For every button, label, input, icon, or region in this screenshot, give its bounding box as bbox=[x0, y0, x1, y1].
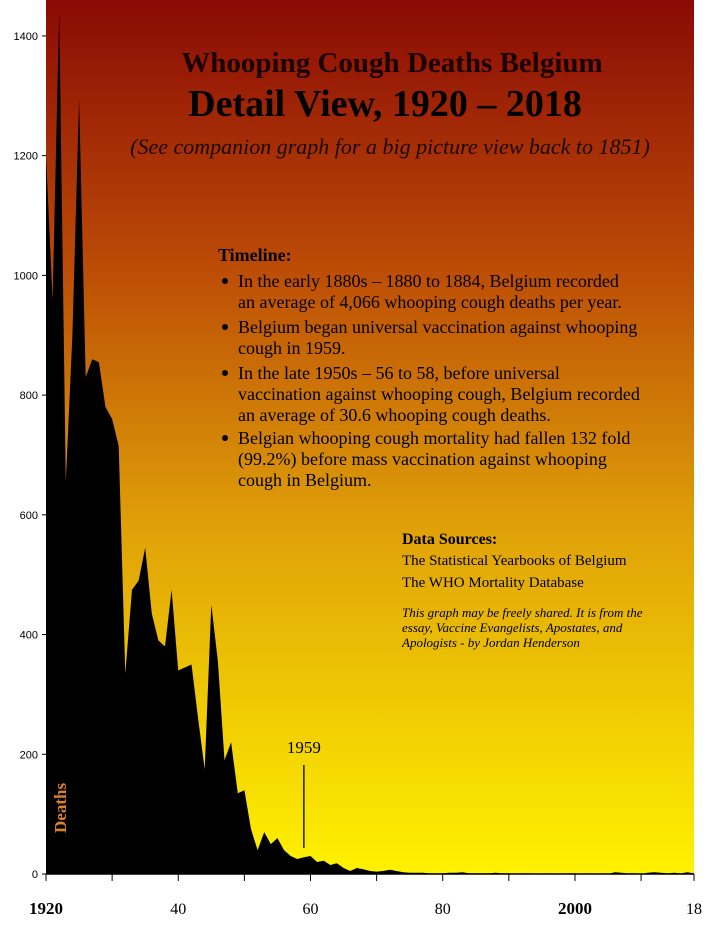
annotation-label: 1959 bbox=[286, 738, 321, 757]
y-tick-label: 400 bbox=[19, 629, 38, 642]
chart-title: Whooping Cough Deaths Belgium bbox=[181, 47, 603, 79]
y-tick-label: 1400 bbox=[13, 30, 38, 43]
timeline-item-line: (99.2%) before mass vaccination against whooping bbox=[238, 449, 607, 469]
y-tick-label: 200 bbox=[19, 749, 38, 762]
timeline-heading: Timeline: bbox=[218, 245, 292, 265]
x-tick-label: 60 bbox=[302, 901, 319, 918]
bullet-icon bbox=[222, 435, 228, 441]
timeline-item-line: an average of 4,066 whooping cough deaths per year. bbox=[238, 292, 622, 312]
share-note-line: Apologists - by Jordan Henderson bbox=[402, 635, 580, 650]
bullet-icon bbox=[222, 324, 228, 330]
source-line: The Statistical Yearbooks of Belgium bbox=[402, 553, 627, 569]
y-tick-label: 800 bbox=[19, 390, 38, 403]
timeline-item-line: In the early 1880s – 1880 to 1884, Belgium recorded bbox=[238, 271, 619, 291]
timeline-item-line: cough in Belgium. bbox=[238, 470, 372, 490]
sources-heading: Data Sources: bbox=[402, 531, 498, 548]
source-line: The WHO Mortality Database bbox=[402, 575, 584, 591]
timeline-item-line: vaccination against whooping cough, Belgium recorded bbox=[238, 384, 640, 404]
timeline-item-line: an average of 30.6 whooping cough deaths. bbox=[238, 405, 551, 425]
timeline-item-line: Belgium began universal vaccination against whooping bbox=[238, 317, 638, 337]
x-tick-label: 80 bbox=[434, 901, 451, 918]
chart-subtitle: Detail View, 1920 – 2018 bbox=[188, 83, 582, 125]
y-axis-label: Deaths bbox=[51, 782, 70, 833]
bullet-icon bbox=[222, 370, 228, 376]
x-tick-label: 40 bbox=[170, 901, 187, 918]
timeline-item-line: Belgian whooping cough mortality had fallen 132 fold bbox=[238, 428, 631, 448]
chart-note: (See companion graph for a big picture view back to 1851) bbox=[130, 134, 650, 159]
y-tick-label: 0 bbox=[31, 869, 38, 881]
share-note-line: This graph may be freely shared. It is from the bbox=[402, 605, 643, 620]
y-tick-label: 1200 bbox=[13, 150, 38, 163]
x-tick-label: 2000 bbox=[557, 899, 592, 918]
y-axis bbox=[14, 31, 46, 881]
share-note-line: essay, Vaccine Evangelists, Apostates, and bbox=[402, 620, 623, 635]
x-tick-label: 1920 bbox=[29, 899, 63, 918]
timeline-item-line: cough in 1959. bbox=[238, 338, 346, 358]
y-tick-label: 600 bbox=[19, 509, 38, 522]
timeline-item-line: In the late 1950s – 56 to 58, before universal bbox=[238, 363, 560, 383]
x-tick-label: 18 bbox=[686, 901, 702, 918]
bullet-icon bbox=[222, 278, 228, 284]
x-axis bbox=[29, 874, 702, 918]
y-tick-label: 1000 bbox=[13, 270, 38, 283]
